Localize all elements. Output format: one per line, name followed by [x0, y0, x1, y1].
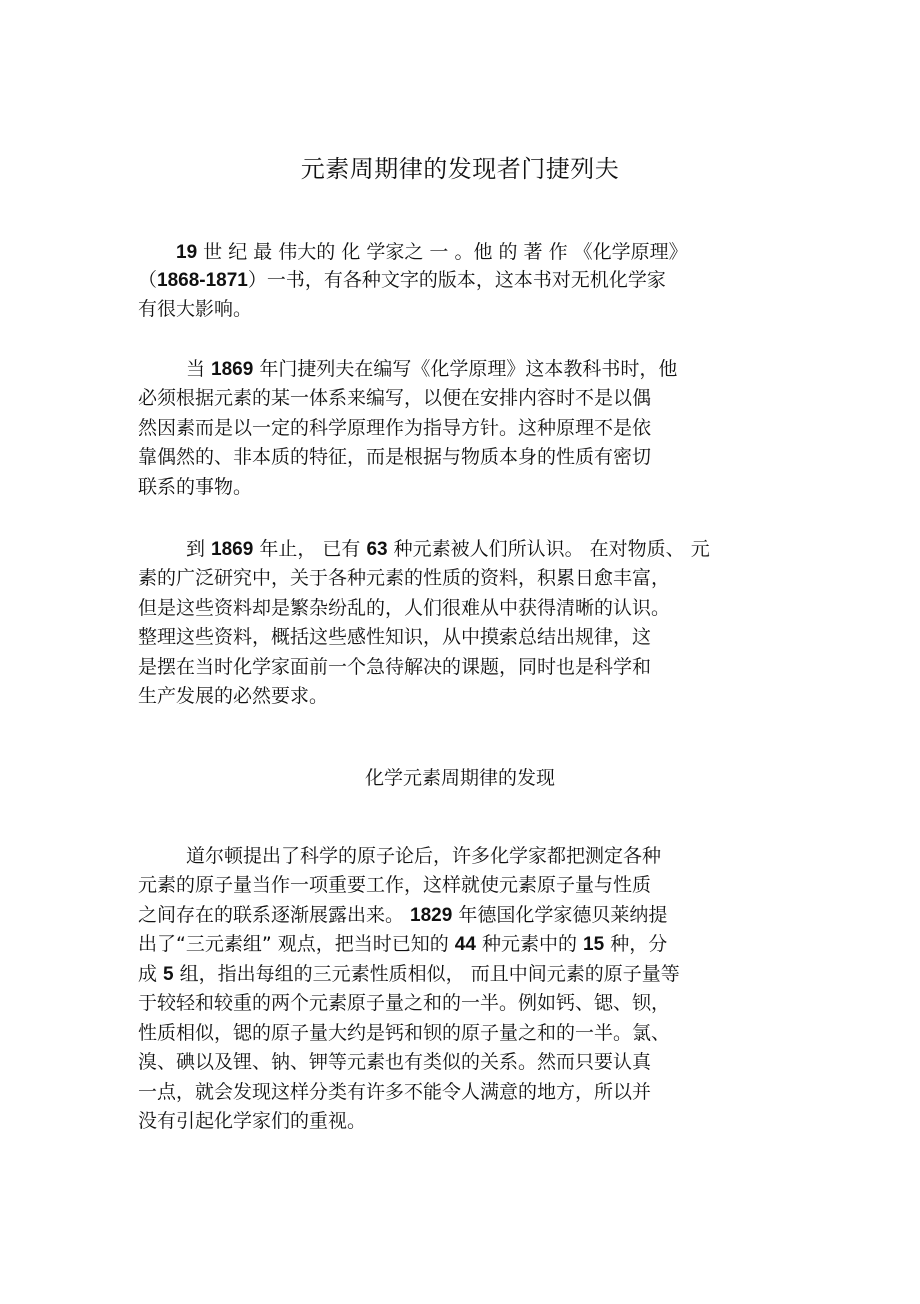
paragraph-3-line-4: 整理这些资料，概括这些感性知识，从中摸索总结出规律，这 [138, 626, 652, 648]
paragraph-4-line-5: 成 5 组，指出每组的三元素性质相似， 而且中间元素的原子量等 [138, 963, 680, 985]
paragraph-3-line-5: 是摆在当时化学家面前一个急待解决的课题，同时也是科学和 [138, 656, 652, 678]
paragraph-4-line-3: 之间存在的联系逐渐展露出来。 1829 年德国化学家德贝莱纳提 [138, 904, 668, 926]
paragraph-2-line-1: 当 1869 年门捷列夫在编写《化学原理》这本教科书时，他 [186, 358, 678, 380]
paragraph-4-line-8: 溴、碘以及锂、钠、钾等元素也有类似的关系。然而只要认真 [138, 1051, 652, 1073]
paragraph-3-line-2: 素的广泛研究中，关于各种元素的性质的资料，积累日愈丰富， [138, 567, 671, 589]
years-1868-1871: 1868-1871 [157, 270, 248, 291]
year-19: 19 [176, 242, 198, 263]
paragraph-4-line-2: 元素的原子量当作一项重要工作，这样就使元素原子量与性质 [138, 874, 652, 896]
paragraph-3-line-1: 到 1869 年止， 已有 63 种元素被人们所认识。 在对物质、 元 [186, 538, 710, 560]
paragraph-1-line-3: 有很大影响。 [138, 298, 253, 320]
paragraph-4-line-7: 性质相似，锶的原子量大约是钙和钡的原子量之和的一半。氯、 [138, 1022, 671, 1044]
paragraph-3-line-3: 但是这些资料却是繁杂纷乱的，人们很难从中获得清晰的认识。 [138, 597, 671, 619]
paragraph-4-line-1: 道尔顿提出了科学的原子论后，许多化学家都把测定各种 [186, 845, 662, 867]
paragraph-1-line-1: 19 世 纪 最 伟大的 化 学家之 一 。他 的 著 作 《化学原理》 [176, 241, 688, 263]
paragraph-2-line-2: 必须根据元素的某一体系来编写，以便在安排内容时不是以偶 [138, 387, 652, 409]
paragraph-4-line-4: 出了“三元素组” 观点，把当时已知的 44 种元素中的 15 种，分 [138, 933, 668, 955]
paragraph-2-line-3: 然因素而是以一定的科学原理作为指导方针。这种原理不是依 [138, 417, 652, 439]
document-title: 元素周期律的发现者门捷列夫 [300, 155, 620, 183]
paragraph-4-line-6: 于较轻和较重的两个元素原子量之和的一半。例如钙、锶、钡， [138, 992, 671, 1014]
paragraph-4-line-10: 没有引起化学家们的重视。 [138, 1110, 367, 1132]
paragraph-4-line-9: 一点，就会发现这样分类有许多不能令人满意的地方，所以并 [138, 1081, 652, 1103]
paragraph-3-line-6: 生产发展的必然要求。 [138, 685, 329, 707]
section-heading: 化学元素周期律的发现 [364, 767, 555, 789]
paragraph-2-line-4: 靠偶然的、非本质的特征，而是根据与物质本身的性质有密切 [138, 446, 652, 468]
paragraph-2-line-5: 联系的事物。 [138, 476, 253, 498]
paragraph-1-line-2: （1868-1871）一书，有各种文字的版本，这本书对无机化学家 [138, 269, 666, 291]
